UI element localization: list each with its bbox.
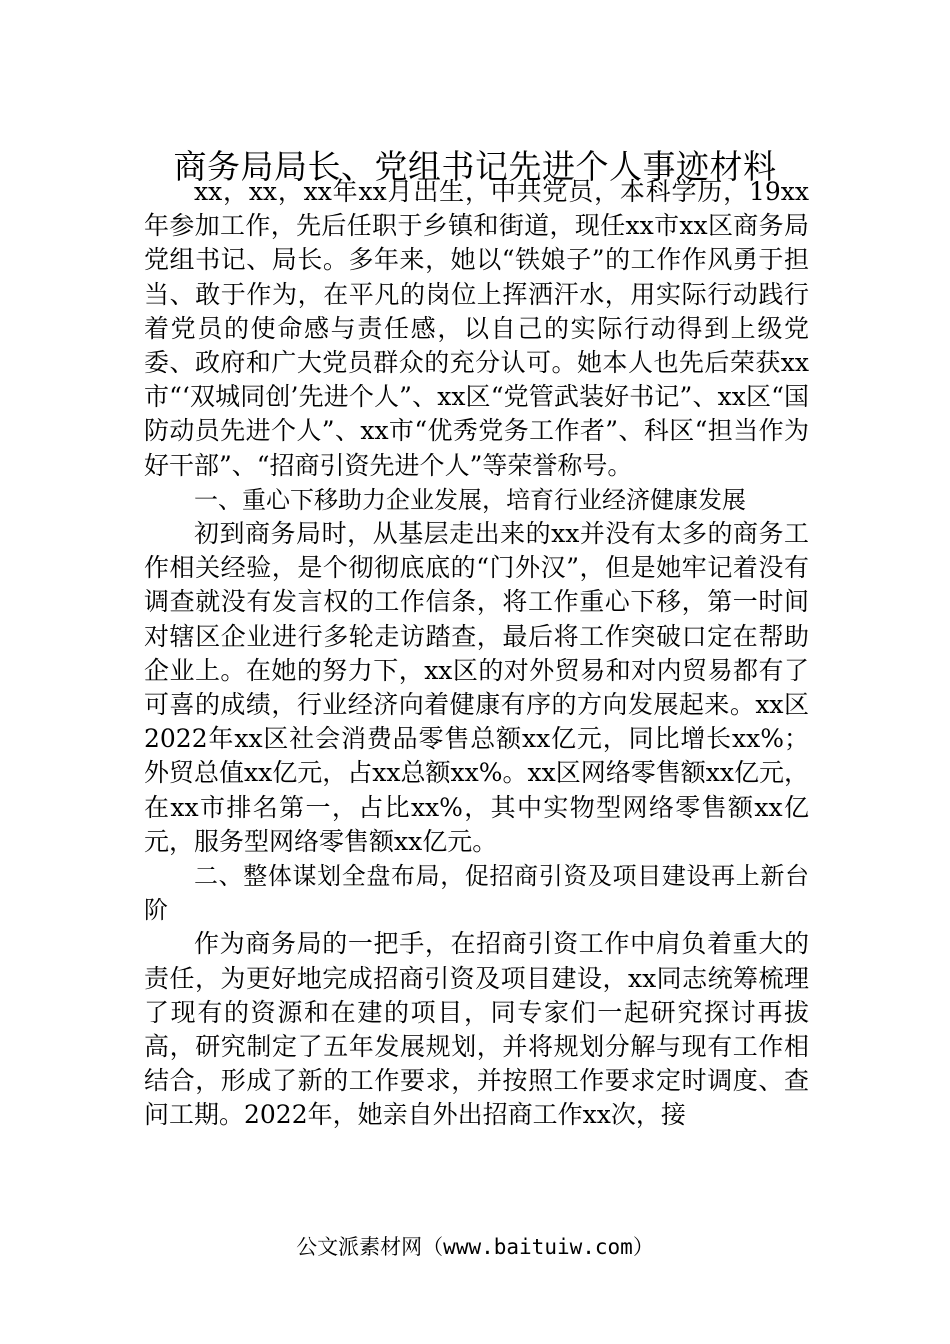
footer-watermark: 公文派素材网（www.baituiw.com）	[296, 1235, 654, 1259]
paragraph-section-2: 作为商务局的一把手，在招商引资工作中肩负着重大的责任，为更好地完成招商引资及项目建设，xx同志统筹梳理了现有的资源和在建的项目，同专家们一起研究探讨再拔高，研究制定了五年发展规划，并将规划分解与现有工作相结合，形成了新的工作要求，并按照工作要求定时调度、查问工期。2022年，她亲自外出招商工作xx次，接	[144, 929, 809, 1130]
paragraph-section-1: 初到商务局时，从基层走出来的xx并没有太多的商务工作相关经验，是个彻彻底底的“门外汉”，但是她牢记着没有调查就没有发言权的工作信条，将工作重心下移，第一时间对辖区企业进行多轮走访踏查，最后将工作突破口定在帮助企业上。在她的努力下，xx区的对外贸易和对内贸易都有了可喜的成绩，行业经济向着健康有序的方向发展起来。xx区2022年xx区社会消费品零售总额xx亿元，同比增长xx%；外贸总值xx亿元，占xx总额xx%。xx区网络零售额xx亿元，在xx市排名第一，占比xx%，其中实物型网络零售额xx亿元，服务型网络零售额xx亿元。	[144, 519, 809, 856]
document-title: 商务局局长、党组书记先进个人事迹材料	[173, 147, 777, 186]
section-heading-1: 一、重心下移助力企业发展，培育行业经济健康发展	[194, 485, 746, 514]
paragraph-intro: xx，xx，xx年xx月出生，中共党员，本科学历，19xx年参加工作，先后任职于乡镇和街道，现任xx市xx区商务局党组书记、局长。多年来，她以“铁娘子”的工作作风勇于担当、敢于作为，在平凡的岗位上挥洒汗水，用实际行动践行着党员的使命感与责任感，以自己的实际行动得到上级党委、政府和广大党员群众的充分认可。她本人也先后荣获xx市“‘双城同创’先进个人”、xx区“党管武装好书记”、xx区“国防动员先进个人”、xx市“优秀党务工作者”、科区“担当作为好干部”、“招商引资先进个人”等荣誉称号。	[144, 177, 809, 480]
section-heading-2: 二、整体谋划全盘布局，促招商引资及项目建设再上新台阶	[144, 862, 809, 925]
document-body	[144, 175, 809, 1133]
